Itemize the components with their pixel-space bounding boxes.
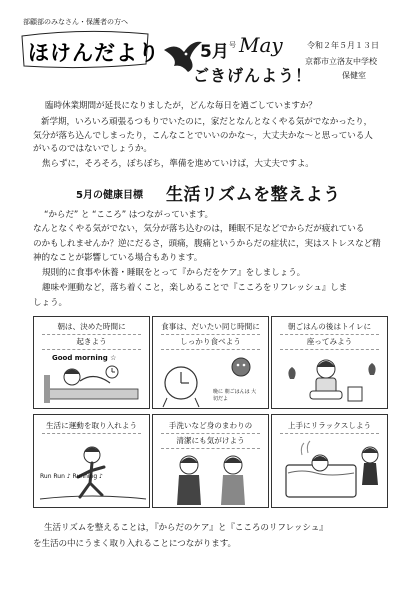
tip-panel-toilet (271, 316, 388, 409)
panel-rule (42, 433, 141, 434)
intro-line-3: 気分が落ち込んでしまったり，こんなことでいいのかな～，大丈夫かな～と思っている人 (33, 131, 373, 141)
panel-line: 朝は、決めた時間に (57, 322, 126, 331)
panel-rule (42, 349, 141, 350)
title-banner (20, 28, 160, 70)
panel-rule (161, 349, 260, 350)
body-line-7: しょう。 (33, 298, 67, 308)
tip-panel-wake-up (33, 316, 150, 409)
audience-line: 部顧部のみなさん・保護者の方へ (23, 18, 128, 26)
panel-line: 食事は、だいたい同じ時間に (161, 322, 260, 331)
body-line-3: のかもしれませんか？逆にだるさ，頭痛，腹痛というからだの症状に，実はストレスなど精 (33, 239, 381, 249)
intro-line-2: 新学期，いろいろ頑張るつもりでいたのに，家だとなんとなくやる気がでなかったり， (41, 117, 373, 127)
waking-up-illustration-icon (34, 363, 151, 408)
newsletter-title: ほけんだより (28, 41, 160, 65)
body-line-2: なんとなくやる気がでない，気分が落ち込むのは，睡眠不足などでからだが疲れている (33, 224, 365, 234)
running-illustration-icon (34, 437, 151, 507)
panel-line: 朝ごはんの後はトイレに (287, 322, 372, 331)
intro-line-4: がいるのではないでしょうか。 (33, 144, 152, 154)
intro-line-1: 臨時休業期間が延長になりましたが，どんな毎日を過ごしていますか？ (45, 101, 317, 111)
handwashing-illustration-icon (153, 451, 270, 507)
panel-caption: Run Run ♪ Running ♪ (40, 473, 103, 480)
panel-line: 清潔にも気がけよう (176, 436, 245, 445)
tip-panel-exercise (33, 414, 150, 508)
panel-rule (280, 349, 379, 350)
body-line-6: 趣味や運動など，落ち着くこと，楽しめることで『こころをリフレッシュ』しま (42, 283, 348, 293)
office-name: 保健室 (342, 71, 366, 80)
panel-rule (161, 448, 260, 449)
panel-line: 手洗いなど身のまわりの (168, 421, 253, 430)
body-line-5: 規則的に食事や休養・睡眠をとって『からだをケア』をしましょう。 (42, 268, 306, 278)
tip-panel-relax (271, 414, 388, 508)
panel-line: 起きよう (76, 337, 107, 346)
school-name: 京都市立洛友中学校 (305, 57, 377, 66)
body-line-4: 神的なことが影響している場合もあります。 (33, 253, 203, 263)
toilet-illustration-icon (272, 353, 389, 408)
goal-label: 5月の健康目標 (76, 190, 143, 201)
panel-line: しっかり食べよう (180, 337, 241, 346)
panel-rule (280, 433, 379, 434)
panel-line: 生活に運動を取り入れよう (45, 421, 138, 430)
goal-headline: 生活リズムを整えよう (166, 185, 341, 205)
issue-suffix: 号 (229, 41, 236, 49)
issue-month-english: May (239, 33, 283, 57)
conclusion-line-2: を生活の中にうまく取り入れることにつながります。 (33, 539, 236, 549)
panel-line: 上手にリラックスしよう (287, 421, 372, 430)
bath-illustration-icon (272, 437, 389, 507)
intro-line-5: 焦らずに，そろそろ，ぼちぼち，準備を進めていけば，大丈夫ですよ。 (42, 159, 314, 169)
panel-caption: 晩に 朝ごはんは 大切だよ (213, 389, 257, 402)
tip-panel-meals (152, 316, 269, 409)
tip-panel-hygiene (152, 414, 269, 508)
body-line-1: “からだ” と “こころ” はつながっています。 (44, 210, 214, 220)
conclusion-line-1: 生活リズムを整えることは，『からだのケア』と『こころのリフレッシュ』 (44, 523, 328, 533)
panel-line: 座ってみよう (306, 337, 353, 346)
issue-date: 令和２年５月１３日 (307, 41, 379, 50)
greeting: ごきげんよう！ (193, 66, 313, 85)
panel-caption: Good morning ☆ (52, 354, 117, 362)
issue-month: 5月 (200, 42, 229, 62)
